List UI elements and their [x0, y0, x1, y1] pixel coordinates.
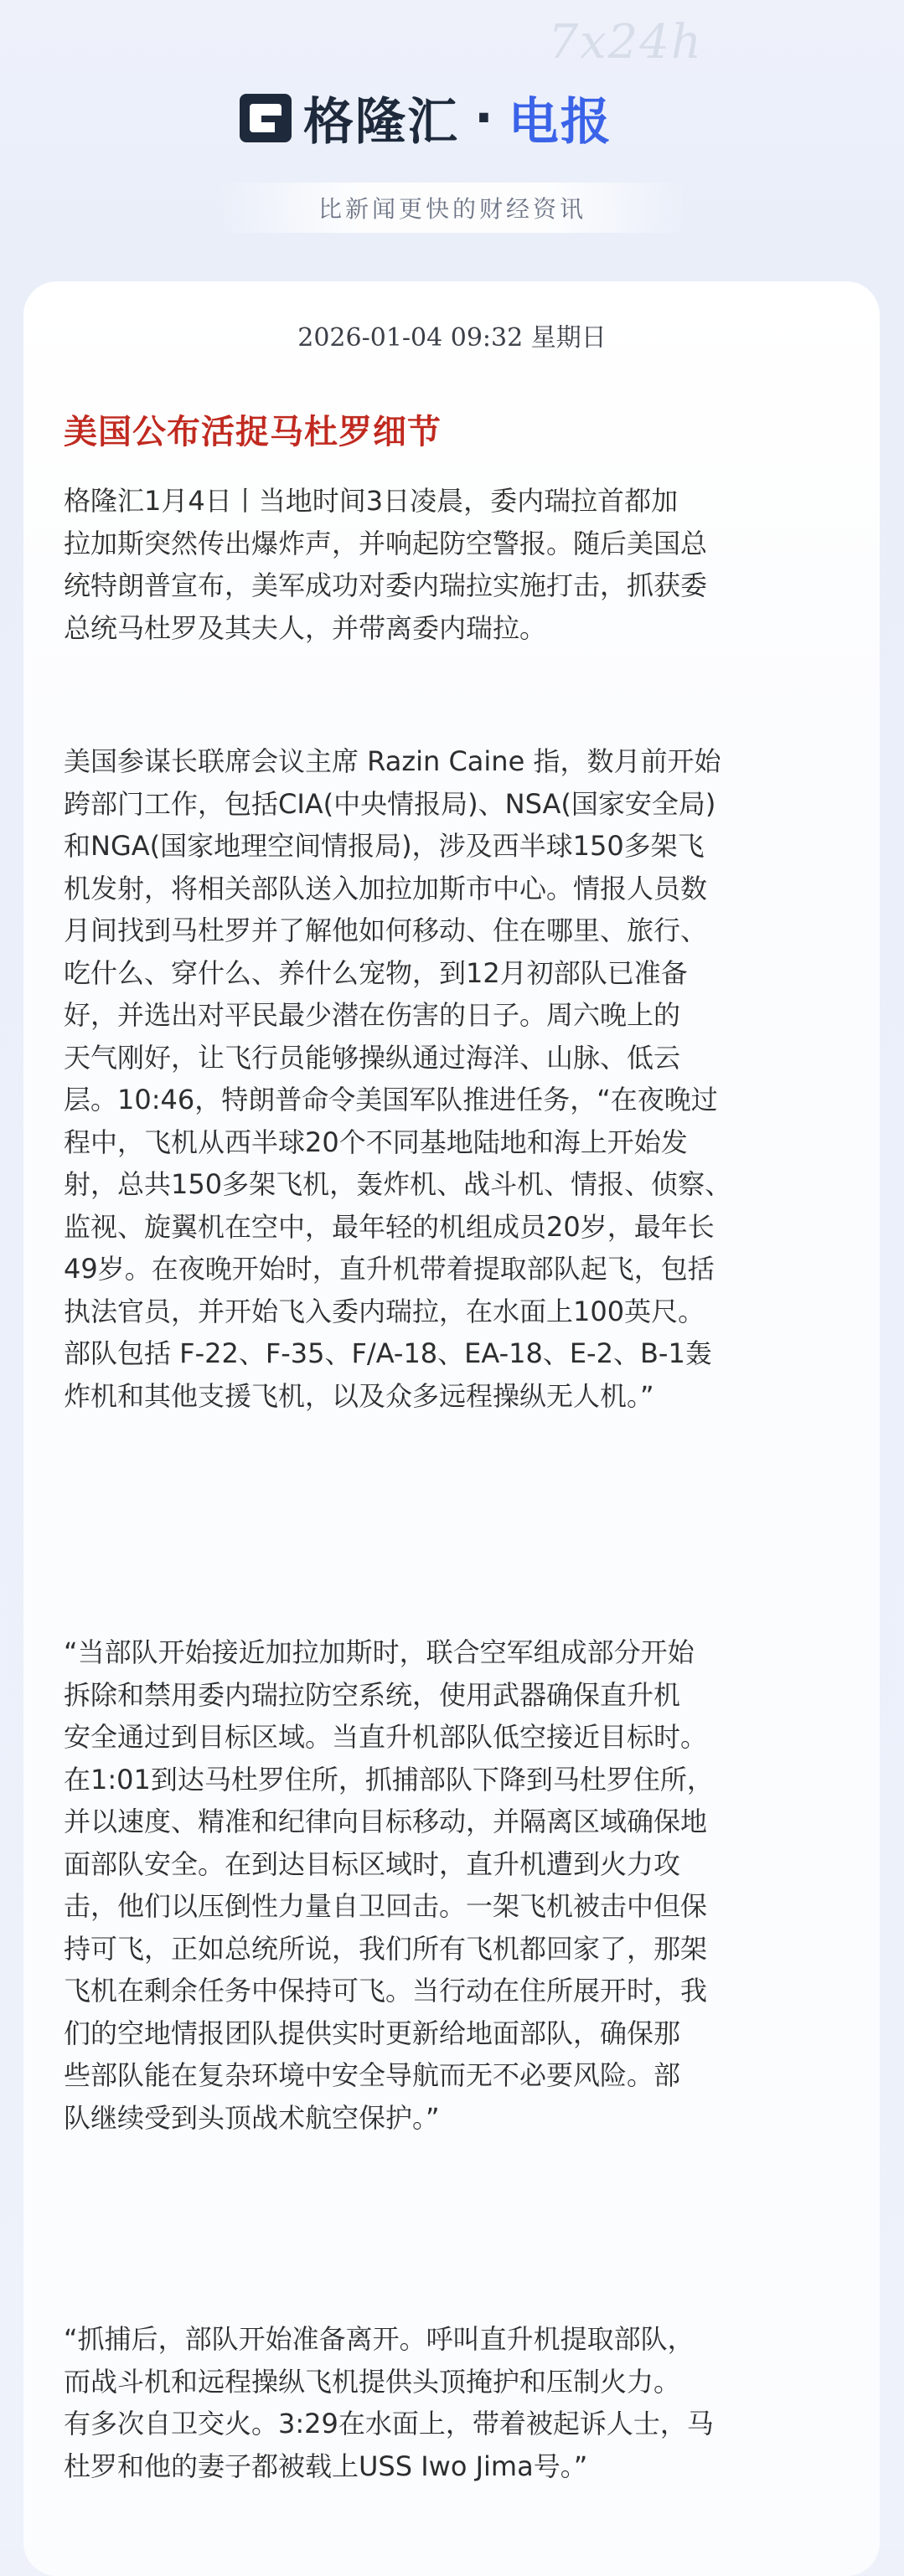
brand-name: 格隆汇	[303, 93, 459, 152]
article-title: 美国公布活捉马杜罗细节	[64, 412, 442, 451]
watermark-7x24h: 7x24h	[548, 15, 703, 70]
brand-logo	[236, 80, 612, 156]
gelonghui-g-logo-icon	[236, 89, 295, 147]
article-paragraph: “抓捕后，部队开始准备离开。呼叫直升机提取部队， 而战斗机和远程操纵飞机提供头顶掩护和压制火力。 有多次自卫交火。3:29在水面上，带着被起诉人士，马 杜罗和他的妻子都被载上USS Iwo Jima号。”	[64, 2323, 714, 2482]
brand-section: 电报	[508, 93, 612, 152]
article-paragraph: “当部队开始接近加拉加斯时，联合空军组成部分开始 拆除和禁用委内瑞拉防空系统，使用武器确保直升机 安全通过到目标区域。当直升机部队低空接近目标时。 在1:01到达马杜罗住所，抓捕部队下降到马杜罗住所， 并以速度、精准和纪律向目标移动，并隔离区域确保地 面部队安全。在到达目标区域时，直升机遭到火力攻 击，他们以压倒性力量自卫回击。一架飞机被击中但保 持可飞，正如总统所说，我们所有飞机都回家了，那架 飞机在剩余任务中保持可飞。当行动在住所展开时，我 们的空地情报团队提供实时更新给地面部队，确保那 些部队能在复杂环境中安全导航而无不必要风险。部 队继续受到头顶战术航空保护。”	[64, 1636, 714, 2134]
article-datetime: 2026-01-04 09:32 星期日	[297, 323, 607, 353]
slogan: 比新闻更快的财经资讯	[218, 183, 687, 233]
article-paragraph: 美国参谋长联席会议主席 Razin Caine 指，数月前开始 跨部门工作，包括CIA(中央情报局)、NSA(国家安全局) 和NGA(国家地理空间情报局)，涉及西半球150多架飞 机发射，将相关部队送入加拉加斯市中心。情报人员数 月间找到马杜罗并了解他如何移动、住在哪里、旅行、 吃什么、穿什么、养什么宠物，到12月初部队已准备 好，并选出对平民最少潜在伤害的日子。周六晚上的 天气刚好，让飞行员能够操纵通过海洋、山脉、低云 层。10:46，特朗普命令美国军队推进任务，“在夜晚过 程中，飞机从西半球20个不同基地陆地和海上开始发 射，总共150多架飞机，轰炸机、战斗机、情报、侦察、 监视、旋翼机在空中，最年轻的机组成员20岁，最年长 49岁。在夜晚开始时，直升机带着提取部队起飞，包括 执法官员，并开始飞入委内瑞拉，在水面上100英尺。 部队包括 F-22、F-35、F/A-18、EA-18、E-2、B-1轰 炸机和其他支援飞机，以及众多远程操纵无人机。”	[64, 745, 732, 1412]
brand-separator: ·	[474, 89, 493, 147]
article-paragraph: 格隆汇1月4日丨当地时间3日凌晨，委内瑞拉首都加 拉加斯突然传出爆炸声，并响起防空警报。随后美国总 统特朗普宣布，美军成功对委内瑞拉实施打击，抓获委 总统马杜罗及其夫人，并带离委内瑞拉。	[64, 485, 708, 644]
header-banner	[0, 0, 904, 276]
